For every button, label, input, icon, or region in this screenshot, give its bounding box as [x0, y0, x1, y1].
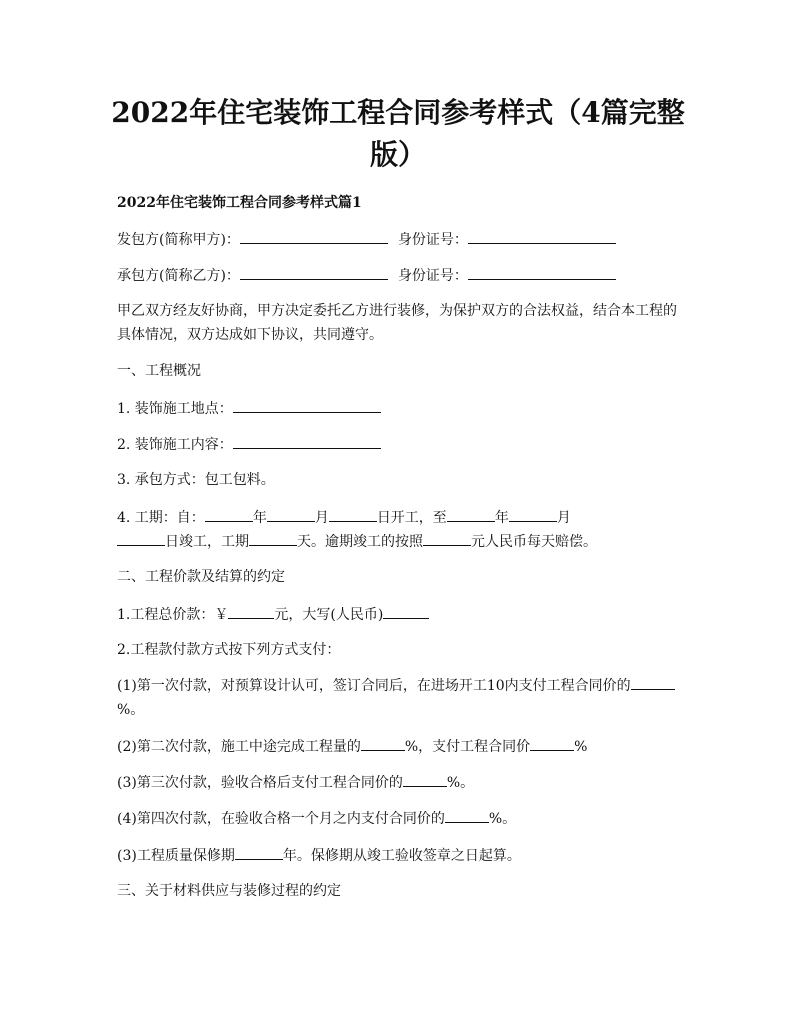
duration-days-blank: [249, 530, 297, 546]
end-month-label: 月: [556, 510, 571, 526]
end-day-label: 日竣工，工期: [165, 534, 249, 550]
penalty-label: 元人民币每天赔偿。: [471, 534, 597, 550]
total-price-line: [117, 603, 687, 626]
total-price-label: 1.工程总价款：￥: [117, 607, 229, 623]
payment-3-line: [117, 771, 687, 794]
item-3-method: 3. 承包方式：包工包料。: [117, 472, 275, 488]
contract-subtitle: 2022年住宅装饰工程合同参考样式篇1: [117, 195, 362, 211]
section-3-heading: 三、关于材料供应与装修过程的约定: [117, 883, 341, 899]
start-month-blank: [267, 506, 315, 522]
content-blank: [233, 433, 381, 449]
item-2-content: [117, 433, 687, 456]
payment-4-text: (4)第四次付款，在验收合格一个月之内支付合同价的: [117, 811, 445, 827]
payment-method-line: 2.工程款付款方式按下列方式支付：: [117, 642, 341, 658]
party-a-id-blank: [468, 228, 616, 244]
party-b-label: 承包方(简称乙方)：: [117, 268, 240, 284]
party-b-id-blank: [468, 264, 616, 280]
month-label: 月: [314, 510, 329, 526]
warranty-line: [117, 844, 687, 867]
payment-2-suffix: %: [574, 739, 588, 755]
party-a-name-blank: [240, 228, 388, 244]
duration-prefix: 4. 工期：自：: [117, 510, 205, 526]
page-title: 2022年住宅装饰工程合同参考样式（4篇完整版）: [111, 96, 685, 171]
penalty-blank: [423, 530, 471, 546]
intro-paragraph: 甲乙双方经友好协商，甲方决定委托乙方进行装修，为保护双方的合法权益，结合本工程的具体情况，双方达成如下协议，共同遵守。: [117, 303, 677, 343]
start-day-blank: [329, 506, 377, 522]
item-1-location: [117, 397, 687, 420]
warranty-blank: [235, 844, 283, 860]
payment-2-mid: %，支付工程合同价: [404, 739, 531, 755]
payment-3-text: (3)第三次付款，验收合格后支付工程合同价的: [117, 775, 403, 791]
party-b-name-blank: [240, 264, 388, 280]
payment-1-text: (1)第一次付款，对预算设计认可，签订合同后，在进场开工10内支付工程合同价的: [117, 678, 631, 694]
party-b-id-label: 身份证号：: [397, 268, 468, 284]
days-label: 天。逾期竣工的按照: [297, 534, 423, 550]
payment-2-amount-blank: [530, 735, 574, 751]
payment-1-suffix: %。: [117, 702, 145, 718]
party-a-line: [117, 228, 687, 251]
end-year-blank: [447, 506, 495, 522]
payment-4-line: [117, 807, 687, 830]
end-month-blank: [509, 506, 557, 522]
payment-2-progress-blank: [361, 735, 405, 751]
total-price-words-label: 元，大写(人民币): [274, 607, 384, 623]
end-day-blank: [117, 530, 165, 546]
payment-1-line: [117, 674, 687, 722]
total-price-blank: [228, 603, 274, 619]
payment-2-text: (2)第二次付款，施工中途完成工程量的: [117, 739, 361, 755]
party-a-label: 发包方(简称甲方)：: [117, 232, 240, 248]
section-1-heading: 一、工程概况: [117, 363, 201, 379]
party-a-id-label: 身份证号：: [397, 232, 468, 248]
item-2-label: 2. 装饰施工内容：: [117, 437, 233, 453]
warranty-suffix: 年。保修期从竣工验收签章之日起算。: [282, 848, 521, 864]
location-blank: [233, 397, 381, 413]
payment-3-blank: [403, 771, 447, 787]
payment-3-suffix: %。: [446, 775, 475, 791]
party-b-line: [117, 264, 687, 287]
start-label: 日开工，至: [376, 510, 447, 526]
payment-4-suffix: %。: [488, 811, 517, 827]
end-year-label: 年: [494, 510, 509, 526]
start-year-blank: [205, 506, 253, 522]
warranty-text: (3)工程质量保修期: [117, 848, 235, 864]
year-label: 年: [252, 510, 267, 526]
section-2-heading: 二、工程价款及结算的约定: [117, 569, 285, 585]
item-1-label: 1. 装饰施工地点：: [117, 401, 233, 417]
item-4-duration-line-2: [117, 530, 687, 553]
item-4-duration-line-1: [117, 506, 687, 529]
payment-4-blank: [445, 807, 489, 823]
total-price-words-blank: [383, 603, 429, 619]
payment-1-blank: [631, 674, 675, 690]
payment-2-line: [117, 735, 687, 758]
